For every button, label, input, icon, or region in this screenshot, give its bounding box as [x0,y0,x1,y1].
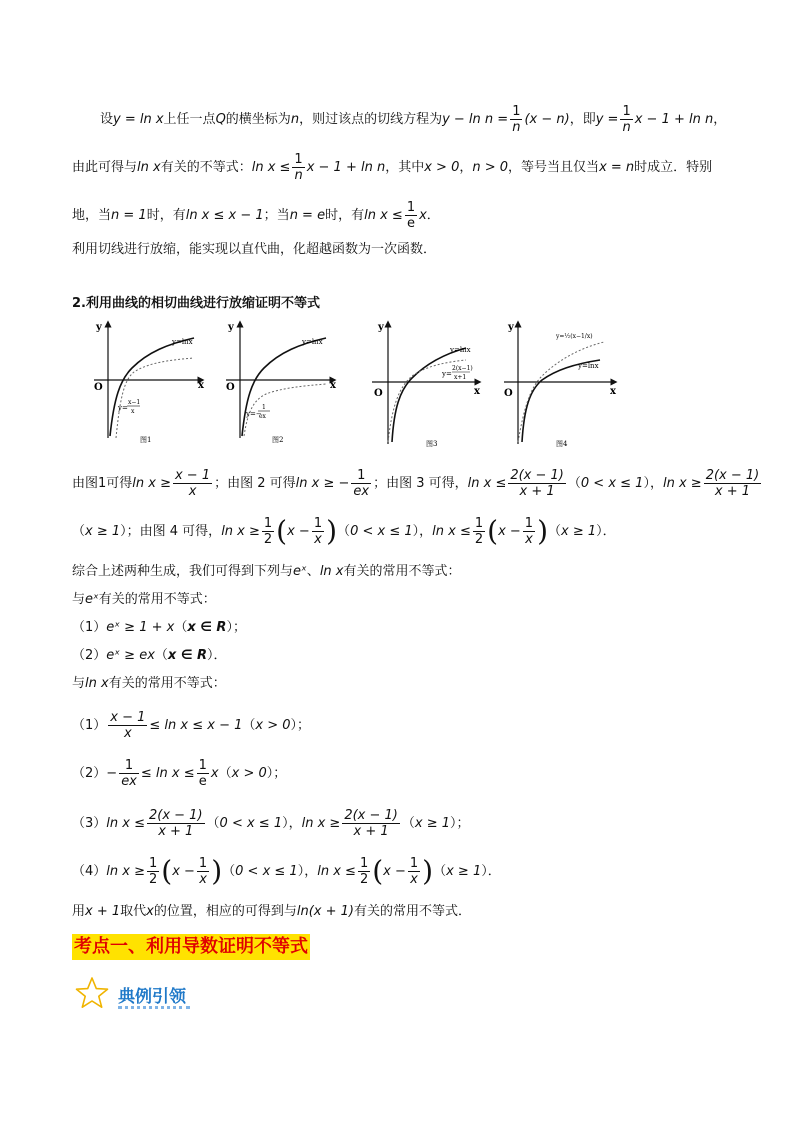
x-axis-label: x [474,386,480,397]
fraction: $\frac{1}{x}$ [198,856,208,887]
other-label: y=½(x−1/x) [556,333,593,340]
other-num: 1 [262,404,266,411]
fraction: $\frac{1}{2}$ [359,856,369,887]
fraction: $\frac{1}{x}$ [313,516,323,547]
para-2: 由此可得与ln x有关的不等式：ln x ≤ $\frac{1}{n}$ x − 1 + ln n，其中x > 0，n > 0，等号当且仅当x = n时成立．特别 [72,152,713,183]
origin-label: O [226,382,235,393]
section-title: 2.利用曲线的相切曲线进行放缩证明不等式 [72,296,320,311]
ln-inequality-2: （2）− $\frac{1}{ex}$ ≤ ln x ≤ $\frac{1}{e}$ x（x > 0）； [72,758,287,789]
para-6: （x ≥ 1）；由图 4 可得，ln x ≥ $\frac{1}{2}$ (x − $\frac{1}{x}$ )（0 < x ≤ 1），ln x ≤ $\frac{1}{2}$ (x − $\frac{1}{x}$ )（x ≥ 1）． [72,514,616,548]
para-4: 利用切线进行放缩，能实现以直代曲，化超越函数为一次函数． [72,242,437,257]
fraction: $\frac{2(x - 1)}{x + 1}$ [705,468,760,499]
ln-inequality-3: （3）ln x ≤ $\frac{2(x - 1)}{x + 1}$ （0 < x ≤ 1），ln x ≥ $\frac{2(x - 1)}{x + 1}$ （x ≥ 1）； [72,808,470,839]
fraction: $\frac{1}{e}$ [198,758,207,789]
other-den: ex [259,413,266,420]
fraction: $\frac{2(x - 1)}{x + 1}$ [510,468,564,499]
fraction: $\frac{1}{ex}$ [353,468,370,499]
fraction: $\frac{1}{x}$ [409,856,419,887]
figure-caption: 图1 [140,436,152,444]
y-axis-label: y [378,322,384,333]
fraction: $\frac{1}{ex}$ [121,758,137,789]
ln-inequality-4: （4）ln x ≥ $\frac{1}{2}$ (x − $\frac{1}{x}$ )（0 < x ≤ 1），ln x ≤ $\frac{1}{2}$ (x − $\frac{1}{x}$ )（x ≥ 1）． [72,854,501,888]
origin-label: O [504,388,513,399]
y-axis-label: y [228,322,234,333]
example-label: 典例引领 [118,987,186,1007]
figure-caption: 图4 [556,440,568,448]
other-prefix: y= [442,370,452,378]
figure-1 [94,322,205,444]
para-3: 地，当n = 1时，有ln x ≤ x − 1；当n = e时，有ln x ≤ $\frac{1}{e}$ x． [72,200,440,231]
curve-label: y=lnx [172,338,193,346]
figure-2 [226,322,337,444]
fraction: $\frac{1}{2}$ [474,516,484,547]
fraction: $\frac{2(x - 1)}{x + 1}$ [148,808,203,839]
ln-inequality-1: （1） $\frac{x - 1}{x}$ ≤ ln x ≤ x − 1（x > 0）； [72,710,311,741]
other-num: x−1 [128,399,141,406]
example-header [74,976,204,1012]
y-axis-label: y [508,322,514,333]
star-icon [74,976,110,1010]
curve-label: y=lnx [302,338,323,346]
fraction: $\frac{1}{2}$ [148,856,158,887]
figure-caption: 图2 [272,436,284,444]
example-underline [118,1006,190,1009]
fraction: $\frac{2(x - 1)}{x + 1}$ [344,808,398,839]
figure-strip [86,318,626,452]
other-den: x+1 [454,374,467,381]
para-10: 用x + 1取代x的位置，相应的可得到与ln(x + 1)有关的常用不等式． [72,904,472,919]
figure-4 [504,322,617,448]
fraction: $\frac{1}{n}$ [294,152,303,183]
figure-3 [372,322,481,448]
x-axis-label: x [610,386,616,397]
fraction: $\frac{1}{x}$ [524,516,534,547]
origin-label: O [374,388,383,399]
figure-caption: 图3 [426,440,438,448]
fraction: $\frac{1}{n}$ [512,104,521,135]
other-prefix: y=− [246,410,262,418]
fraction: $\frac{x - 1}{x}$ [174,468,211,499]
para-5: 由图1可得ln x ≥ $\frac{x - 1}{x}$ ；由图 2 可得ln x ≥ − $\frac{1}{ex}$ ；由图 3 可得，ln x ≤ $\frac{2(x - 1)}{x + 1}$ （0 < x ≤ 1），ln x ≥ $\frac{2(x - 1)}{x + 1}$ [72,468,760,499]
other-prefix: y= [118,404,128,412]
curve-label: y=lnx [578,362,599,370]
origin-label: O [94,382,103,393]
fraction: $\frac{x - 1}{x}$ [110,710,146,741]
para-7: 综合上述两种生成，我们可得到下列与eˣ、ln x有关的常用不等式： [72,564,461,579]
x-axis-label: x [330,380,336,391]
para-1: 设y = ln x上任一点Q的横坐标为n，则过该点的切线方程为y − ln n = $\frac{1}{n}$ (x − n)，即y = $\frac{1}{n}$ x − 1 + ln n， [100,104,727,135]
curve-label: y=lnx [450,346,471,354]
other-num: 2(x−1) [452,365,473,372]
ex-inequality-2: （2）eˣ ≥ ex（x ∈ R）． [72,648,227,663]
fraction: $\frac{1}{2}$ [263,516,273,547]
y-axis-label: y [96,322,102,333]
fraction: $\frac{1}{e}$ [406,200,416,231]
fraction: $\frac{1}{n}$ [622,104,631,135]
para-8: 与eˣ有关的常用不等式： [72,592,216,607]
x-axis-label: x [198,380,204,391]
para-9: 与ln x有关的常用不等式： [72,676,226,691]
figures-svg [86,318,626,452]
other-den: x [131,408,135,415]
topic-heading: 考点一、利用导数证明不等式 [72,934,310,960]
ex-inequality-1: （1）eˣ ≥ 1 + x（x ∈ R）； [72,620,246,635]
